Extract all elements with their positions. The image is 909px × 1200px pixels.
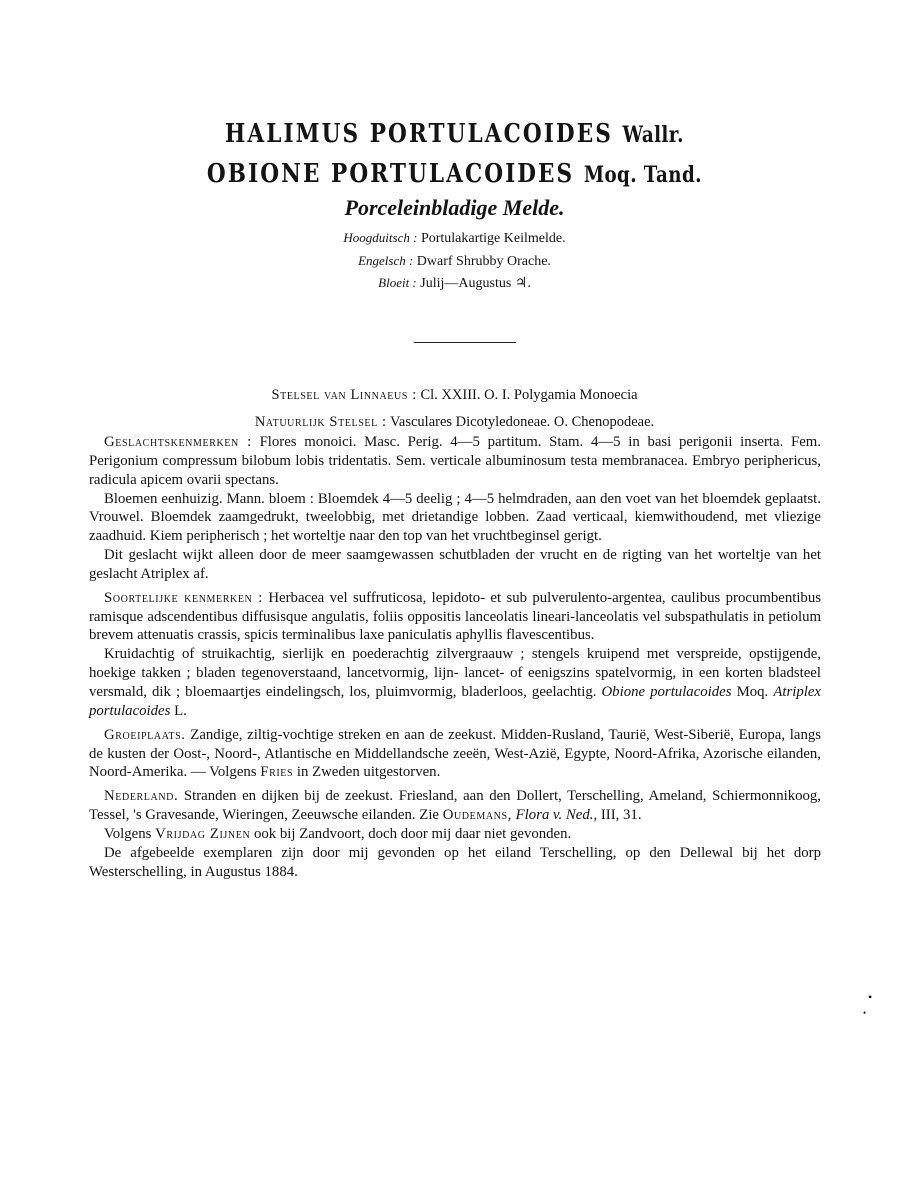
- vrijdag-author: Vrijdag Zijnen: [155, 825, 251, 842]
- linnaeus-system-line: [0, 386, 909, 404]
- synonym-1: Obione portulacoides: [601, 683, 732, 700]
- title-author-2: Moq. Tand.: [583, 162, 702, 188]
- print-speck-mark-2: •: [863, 1008, 867, 1018]
- synonym-2: Atriplex portulacoides: [89, 683, 821, 719]
- bloom-label: Bloeit :: [378, 275, 417, 290]
- bloom-value: Julij—Augustus ♃.: [420, 276, 531, 291]
- species-latin-paragraph: [89, 589, 821, 646]
- natural-system-line: [0, 413, 909, 431]
- netherlands-text: Stranden en dijken bij de zeekust. Friesland, aan den Dollert, Terschelling, Ameland, Schiermonnikoog, Tessel, 's Gravesande, Wieringen, Zeeuwsche eilanden. Zie: [89, 788, 821, 824]
- english-value: Dwarf Shrubby Orache.: [416, 254, 551, 269]
- species-dutch-paragraph: [89, 645, 821, 720]
- linnaeus-value: Cl. XXIII. O. I. Polygamia Monoecia: [420, 387, 638, 403]
- netherlands-label: Nederland.: [104, 788, 179, 805]
- genus-latin-paragraph: [89, 433, 821, 490]
- habitat-text: Zandige, ziltig-vochtige streken en aan de zeekust. Midden-Rusland, Taurië, West-Siberië, Europa, langs de kusten der Oost-, Noord-, Atlantische en Middellandsche zeeën, West-Azië, Egypte, Noord-Afrika, Azorische eilanden, Noord-Amerika. — Volgens: [89, 726, 821, 781]
- habitat-label: Groeiplaats.: [104, 726, 186, 743]
- habitat-paragraph: [89, 726, 821, 783]
- vrijdag-paragraph: [89, 825, 821, 844]
- netherlands-ref-author: Oudemans,: [442, 807, 512, 824]
- german-label: Hoogduitsch :: [343, 230, 418, 245]
- linnaeus-label: Stelsel van Linnaeus :: [271, 387, 417, 403]
- habitat-end: in Zweden uitgestorven.: [296, 764, 441, 781]
- species-dutch: Kruidachtig of struikachtig, sierlijk en poederachtig zilvergraauw ; stengels kruipend met verspreide, opstijgende, hoekige takken ; bladen tegenoverstaand, lancetvormig, lijn- lancet- of eenigszins spatelvormig, in een korten bladsteel versmald, dik ; bloemaartjes eindelingsch, los, pluimvormig, bladerloos, geelachtig.: [89, 646, 821, 700]
- natural-label: Natuurlijk Stelsel :: [254, 414, 387, 430]
- divider-rule: [414, 342, 516, 343]
- german-value: Portulakartige Keilmelde.: [420, 231, 566, 246]
- title-genus-2: OBIONE PORTULACOIDES: [206, 159, 575, 189]
- species-latin: Herbacea vel suffruticosa, lepidoto- et sub pulverulento-argentea, caulibus procumbentibus ramisque adscendentibus diffusisque angulatis, foliis oppositis lanceolatis lineari-lanceolatis vel subspathulatis in petiolum brevem attenuatis crassis, spicis terminalibus laxe paniculatis aphyllis flavescentibus.: [89, 589, 821, 644]
- title-genus-1: HALIMUS PORTULACOIDES: [224, 119, 613, 149]
- vrijdag-text: ook bij Zandvoort, doch door mij daar niet gevonden.: [253, 825, 572, 842]
- genus-label: Geslachtskenmerken :: [104, 434, 252, 450]
- final-paragraph: De afgebeelde exemplaren zijn door mij gevonden op het eiland Terschelling, op den Dellewal bij het dorp Westerschelling, in Augustus 1884.: [89, 844, 821, 880]
- english-name-line: [0, 252, 909, 271]
- synonym-1-author: Moq.: [736, 683, 769, 700]
- netherlands-paragraph: [89, 787, 821, 825]
- german-name-line: [0, 229, 909, 248]
- natural-value: Vasculares Dicotyledoneae. O. Chenopodeae.: [390, 414, 655, 430]
- print-speck-mark: •: [868, 990, 873, 1004]
- bloom-line: [0, 274, 909, 293]
- synonym-2-author: L.: [174, 702, 187, 719]
- dutch-common-name: Porceleinbladige Melde.: [344, 195, 565, 220]
- english-label: Engelsch :: [358, 253, 414, 268]
- title-line-2: [77, 158, 831, 191]
- habitat-author: Fries: [260, 764, 294, 781]
- body-text: [89, 433, 821, 881]
- genus-latin: Flores monoici. Masc. Perig. 4—5 partitum. Stam. 4—5 in basi perigonii inserta. Fem. Perigonium compressum bilobum lobis tridentatis. Sem. verticale albuminosum testa membranacea. Embryo periphericus, radicula apicem ovarii spectans.: [89, 434, 821, 488]
- netherlands-ref-page: , III, 31.: [593, 807, 642, 824]
- genus-note-paragraph: Dit geslacht wijkt alleen door de meer saamgewassen schutbladen der vrucht en de rigting van het worteltje van het geslacht Atriplex af.: [89, 547, 821, 582]
- genus-dutch-paragraph: Bloemen eenhuizig. Mann. bloem : Bloemdek 4—5 deelig ; 4—5 helmdraden, aan den voet van het bloemdek geplaatst. Vrouwel. Bloemdek zaamgedrukt, tweelobbig, met drietandige lobben. Zaad verticaal, kiemwithoudend, met vliezige zaadhuid. Kiem peripherisch ; het worteltje naar den top van het vruchtbeginsel gerigt.: [89, 490, 821, 545]
- netherlands-ref-work: Flora v. Ned.: [515, 807, 594, 824]
- title-line-1: [77, 118, 831, 151]
- vrijdag-pre: Volgens: [104, 825, 152, 842]
- title-author-1: Wallr.: [622, 122, 684, 148]
- species-label: Soortelijke kenmerken :: [104, 589, 264, 606]
